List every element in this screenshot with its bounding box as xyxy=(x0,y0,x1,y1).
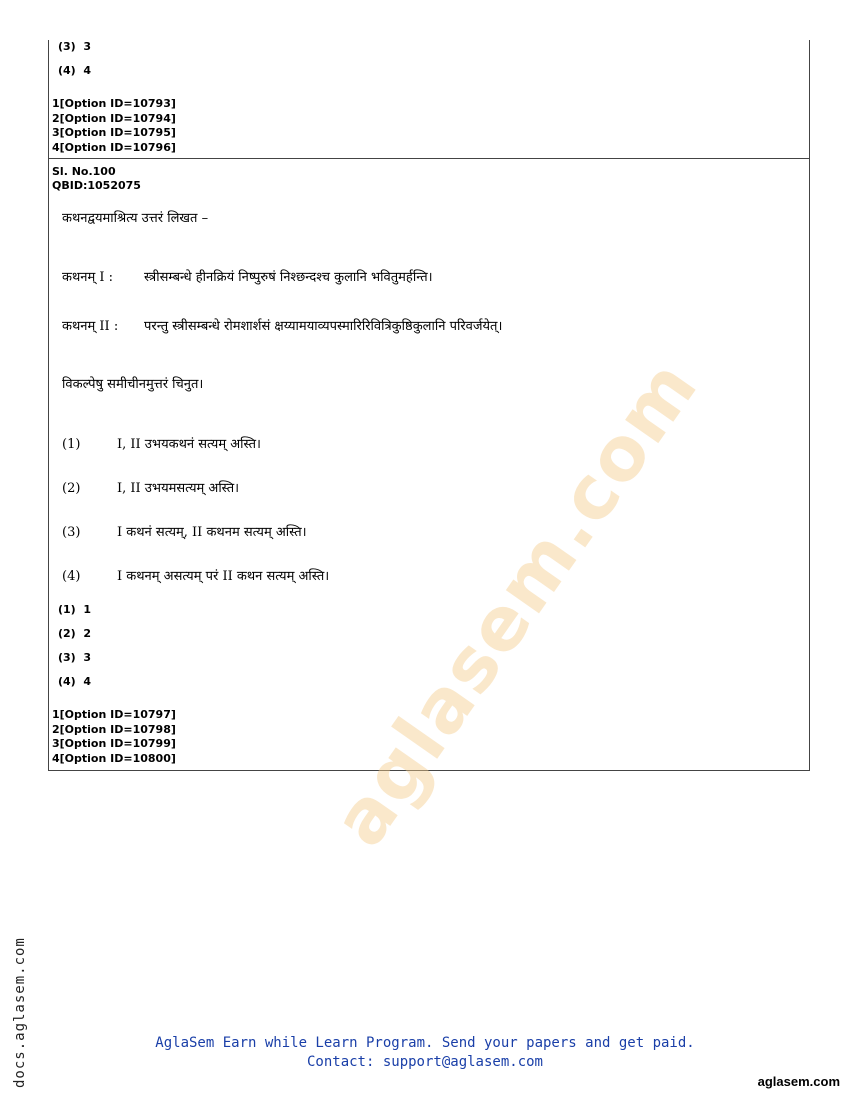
side-url[interactable]: docs.aglasem.com xyxy=(12,937,28,1088)
option-number: (3) xyxy=(58,651,76,664)
option-value: 1 xyxy=(83,603,92,616)
question-separator xyxy=(48,158,810,159)
option-short-4 xyxy=(58,675,91,688)
option-2 xyxy=(62,478,239,496)
option-short-1 xyxy=(58,603,91,616)
option-id-line: 3[Option ID=10799] xyxy=(52,737,176,750)
qbid: QBID:1052075 xyxy=(52,179,141,192)
question-instruction: कथनद्वयमाश्रित्य उत्तरं लिखत – xyxy=(62,211,209,226)
footer-line-1: AglaSem Earn while Learn Program. Send your papers and get paid. xyxy=(155,1035,695,1051)
option-id-line: 3[Option ID=10795] xyxy=(52,126,176,139)
option-number: (1) xyxy=(58,603,76,616)
option-id-line: 1[Option ID=10793] xyxy=(52,97,176,110)
statement-2 xyxy=(62,316,502,334)
option-value: 3 xyxy=(83,651,92,664)
question-header xyxy=(52,165,141,193)
serial-number: Sl. No.100 xyxy=(52,165,116,178)
prev-option-short-4 xyxy=(58,64,91,77)
brand-link[interactable]: aglasem.com xyxy=(757,1074,840,1089)
statement-1-label: कथनम् I : xyxy=(62,270,114,285)
statement-2-text: परन्तु स्त्रीसम्बन्धे रोमशार्शसं क्षय्यामयाव्यपस्मारिरिवित्रिकुष्ठिकुलानि परिवर्जयेत्। xyxy=(144,319,503,334)
option-3 xyxy=(62,522,307,540)
option-id-line: 2[Option ID=10794] xyxy=(52,111,176,125)
prev-option-ids xyxy=(52,97,176,155)
option-1-text: I, II उभयकथनं सत्यम् अस्ति। xyxy=(117,437,261,452)
option-id-line: 4[Option ID=10800] xyxy=(52,751,176,765)
option-4 xyxy=(62,566,329,584)
statement-1 xyxy=(62,267,433,285)
option-ids xyxy=(52,708,176,766)
option-4-text: I कथनम् असत्यम् परं II कथन सत्यम् अस्ति। xyxy=(117,569,330,584)
option-1-number: (1) xyxy=(62,437,81,452)
watermark: aglasem.com xyxy=(316,344,715,862)
option-id-line: 1[Option ID=10797] xyxy=(52,708,176,721)
option-short-3 xyxy=(58,651,91,664)
option-id-line: 2[Option ID=10798] xyxy=(52,722,176,736)
prev-option-short-3 xyxy=(58,40,91,53)
option-3-number: (3) xyxy=(62,525,81,540)
option-id-line: 4[Option ID=10796] xyxy=(52,140,176,154)
option-value: 4 xyxy=(83,64,92,77)
option-number: (3) xyxy=(58,40,76,53)
option-2-text: I, II उभयमसत्यम् अस्ति। xyxy=(117,481,240,496)
option-number: (2) xyxy=(58,627,76,640)
option-3-text: I कथनं सत्यम्, II कथनम सत्यम् अस्ति। xyxy=(117,525,307,540)
option-1 xyxy=(62,434,261,452)
option-2-number: (2) xyxy=(62,481,81,496)
question-prompt: विकल्पेषु समीचीनमुत्तरं चिनुत। xyxy=(62,377,204,392)
option-number: (4) xyxy=(58,675,76,688)
option-value: 4 xyxy=(83,675,92,688)
option-short-2 xyxy=(58,627,91,640)
option-value: 2 xyxy=(83,627,92,640)
statement-1-text: स्त्रीसम्बन्धे हीनक्रियं निष्पुरुषं निश्छन्दश्च कुलानि भवितुमर्हन्ति। xyxy=(144,270,433,285)
option-number: (4) xyxy=(58,64,76,77)
statement-2-label: कथनम् II : xyxy=(62,319,119,334)
option-value: 3 xyxy=(83,40,92,53)
option-4-number: (4) xyxy=(62,569,81,584)
footer-line-2[interactable]: Contact: support@aglasem.com xyxy=(306,1054,543,1070)
